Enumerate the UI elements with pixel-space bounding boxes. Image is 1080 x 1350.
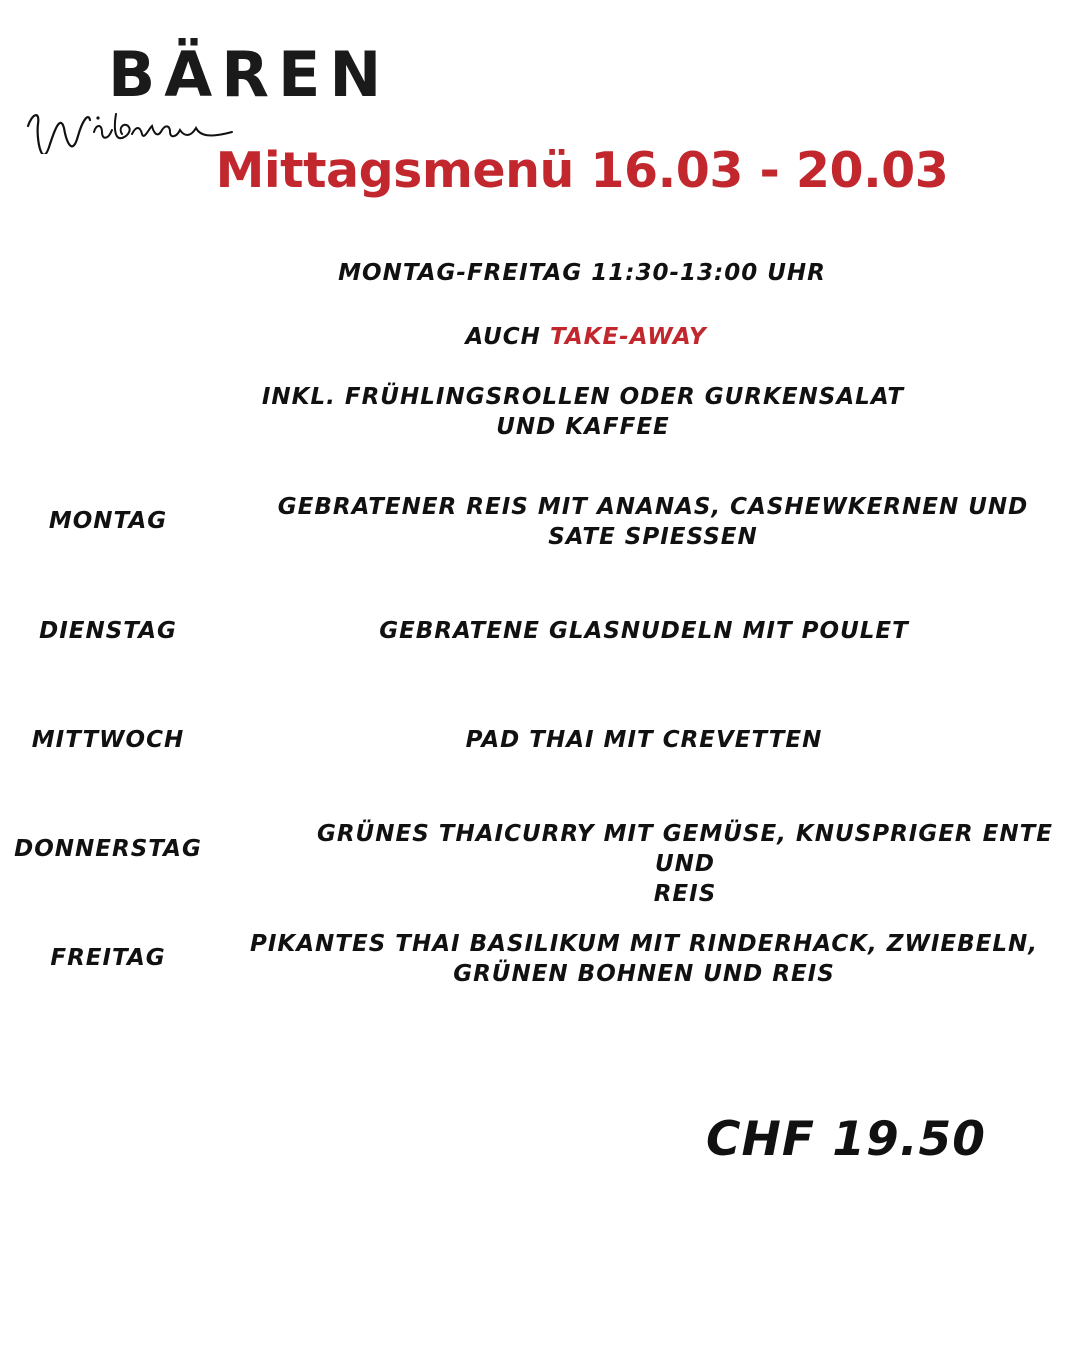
- dish-line: GRÜNEN BOHNEN UND REIS: [453, 961, 835, 987]
- dish-monday: [250, 492, 1056, 552]
- dish-line: SATE SPIESSEN: [548, 524, 758, 550]
- dish-thursday: [290, 819, 1080, 909]
- dish-line: PAD THAI MIT CREVETTEN: [465, 727, 823, 753]
- dish-wednesday: [250, 725, 1038, 755]
- dish-line: GRÜNES THAICURRY MIT GEMÜSE, KNUSPRIGER ENTE UND: [316, 821, 1054, 877]
- included-line-2: UND KAFFEE: [496, 414, 670, 440]
- logo-wordmark: BÄREN: [108, 38, 391, 111]
- dish-line: PIKANTES THAI BASILIKUM MIT RINDERHACK, ZWIEBELN,: [250, 931, 1038, 957]
- takeaway-prefix: AUCH: [465, 324, 541, 350]
- menu-price: CHF 19.50: [706, 1112, 986, 1167]
- dish-line: GEBRATENE GLASNUDELN MIT POULET: [379, 618, 909, 644]
- day-friday: FREITAG: [50, 945, 166, 971]
- dish-line: GEBRATENER REIS MIT ANANAS, CASHEWKERNEN UND: [277, 494, 1029, 520]
- dish-friday: [250, 929, 1038, 989]
- day-monday: MONTAG: [48, 508, 168, 534]
- menu-title: Mittagsmenü 16.03 - 20.03: [215, 142, 949, 199]
- takeaway-note: [0, 322, 1080, 352]
- day-thursday: DONNERSTAG: [14, 836, 202, 862]
- day-tuesday: DIENSTAG: [39, 618, 177, 644]
- restaurant-logo: [20, 38, 391, 154]
- takeaway-accent: TAKE-AWAY: [549, 324, 707, 350]
- included-line-1: INKL. FRÜHLINGSROLLEN ODER GURKENSALAT: [261, 384, 905, 410]
- dish-tuesday: [250, 616, 1038, 646]
- day-wednesday: MITTWOCH: [31, 727, 185, 753]
- dish-line: REIS: [653, 881, 717, 907]
- opening-hours: MONTAG-FREITAG 11:30-13:00 UHR: [338, 260, 826, 286]
- included-items: [0, 382, 1080, 442]
